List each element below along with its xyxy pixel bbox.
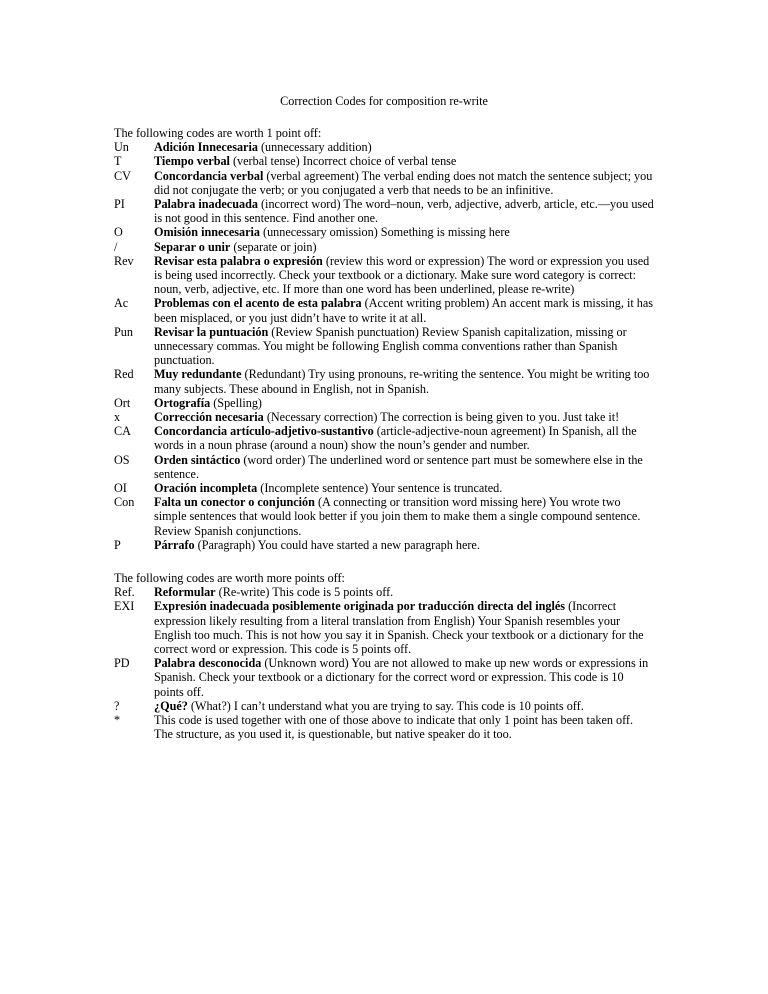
code-entry (114, 225, 654, 239)
code-explanation: (word order) The underlined word or sentence part must be somewhere else in the sentence. (154, 452, 643, 481)
code-abbreviation: Ort (114, 395, 131, 410)
code-explanation: (Spelling) (210, 395, 262, 410)
code-abbreviation: * (114, 713, 121, 728)
code-description (154, 140, 654, 154)
code-explanation: (Accent writing problem) An accent mark is missing, it has been misplaced, or you just didn’t have to write it at all. (154, 296, 654, 325)
code-name: Muy redundante (154, 367, 242, 382)
code-explanation: This code is used together with one of those above to indicate that only 1 point has been taken off. The structure, as you used it, is questionable, but native speaker do it too. (154, 713, 634, 742)
code-description (154, 396, 654, 410)
code-list (114, 585, 654, 741)
code-abbreviation: Rev (114, 253, 134, 268)
code-name: Oración incompleta (154, 481, 258, 496)
code-name: Reformular (154, 585, 216, 600)
code-name: Revisar esta palabra o expresión (154, 253, 323, 268)
code-description (154, 538, 654, 552)
code-name: Revisar la puntuación (154, 324, 269, 339)
code-name: Ortografía (154, 395, 211, 410)
code-explanation: (Review Spanish punctuation) Review Spanish capitalization, missing or unnecessary commas. You might be following English comma conventions rather than Spanish punctuation. (154, 324, 627, 368)
code-name: Orden sintáctico (154, 452, 241, 467)
code-explanation: (A connecting or transition word missing here) You wrote two simple sentences that would look better if you join them to make them a single compound sentence. Review Spanish conjunctions. (154, 495, 641, 538)
code-abbreviation: P (114, 537, 121, 552)
code-entry (114, 453, 654, 481)
code-abbreviation: CV (114, 168, 131, 183)
code-description (154, 154, 654, 168)
code-description (154, 453, 654, 481)
code-abbreviation: OS (114, 452, 130, 467)
code-explanation: (Incomplete sentence) Your sentence is truncated. (257, 481, 503, 496)
code-description (154, 169, 654, 197)
code-entry (114, 254, 654, 297)
code-name: Corrección necesaria (154, 410, 264, 425)
code-abbreviation: CA (114, 424, 131, 439)
code-description (154, 713, 654, 741)
code-description (154, 410, 654, 424)
code-entry (114, 240, 654, 254)
code-description (154, 197, 654, 225)
code-entry (114, 585, 654, 599)
code-abbreviation: / (114, 239, 118, 254)
code-name: Expresión inadecuada posiblemente originada por traducción directa del inglés (154, 599, 566, 614)
code-abbreviation: Red (114, 367, 134, 382)
code-abbreviation: Un (114, 140, 129, 155)
code-entry (114, 713, 654, 741)
code-abbreviation: PD (114, 656, 130, 671)
code-abbreviation: PI (114, 197, 125, 212)
code-entry (114, 656, 654, 699)
code-explanation: (unnecessary addition) (257, 140, 372, 155)
code-abbreviation: Ref. (114, 585, 135, 600)
code-description (154, 225, 654, 239)
code-name: Concordancia verbal (154, 168, 264, 183)
code-description (154, 495, 654, 538)
code-description (154, 585, 654, 599)
code-entry (114, 410, 654, 424)
section-one-point-codes (114, 126, 654, 552)
code-name: Palabra desconocida (154, 656, 262, 671)
code-entry (114, 325, 654, 368)
code-description (154, 656, 654, 699)
code-abbreviation: Ac (114, 296, 129, 311)
code-abbreviation: Con (114, 495, 135, 510)
section-intro: The following codes are worth 1 point off: (114, 126, 322, 140)
code-name: Falta un conector o conjunción (154, 495, 315, 510)
code-name: Separar o unir (154, 239, 231, 254)
code-entry (114, 140, 654, 154)
code-explanation: (article-adjective-noun agreement) In Spanish, all the words in a noun phrase (around a noun) show the noun’s gender and number. (154, 424, 637, 453)
code-abbreviation: EXI (114, 599, 135, 614)
code-explanation: (unnecessary omission) Something is missing here (259, 225, 510, 240)
code-explanation: (verbal tense) Incorrect choice of verbal tense (229, 154, 457, 169)
code-entry (114, 424, 654, 452)
code-name: Tiempo verbal (154, 154, 230, 169)
code-entry (114, 197, 654, 225)
code-entry (114, 396, 654, 410)
code-abbreviation: x (114, 410, 121, 425)
code-explanation: (Paragraph) You could have started a new paragraph here. (194, 537, 480, 552)
code-explanation: (verbal agreement) The verbal ending does not match the sentence subject; you did not conjugate the verb; or you conjugated a verb that needs to be an infinitive. (154, 168, 653, 197)
code-description (154, 599, 654, 656)
code-explanation: (Necessary correction) The correction is being given to you. Just take it! (263, 410, 620, 425)
code-description (154, 367, 654, 395)
code-name: Concordancia artículo-adjetivo-sustantivo (154, 424, 374, 439)
code-explanation: (incorrect word) The word–noun, verb, adjective, adverb, article, etc.—you used is not good in this sentence. Find another one. (154, 197, 654, 226)
code-name: Adición Innecesaria (154, 140, 258, 155)
code-abbreviation: O (114, 225, 123, 240)
code-entry (114, 169, 654, 197)
code-name: Problemas con el acento de esta palabra (154, 296, 362, 311)
code-description (154, 424, 654, 452)
code-explanation: (separate or join) (230, 239, 317, 254)
code-entry (114, 699, 654, 713)
code-description (154, 699, 654, 713)
document-title: Correction Codes for composition re-write (280, 94, 488, 108)
code-explanation: (What?) I can’t understand what you are trying to say. This code is 10 points off. (187, 698, 584, 713)
code-entry (114, 154, 654, 168)
code-entry (114, 481, 654, 495)
code-abbreviation: OI (114, 481, 127, 496)
code-entry (114, 495, 654, 538)
code-explanation: (Redundant) Try using pronouns, re-writing the sentence. You might be writing too many subjects. These abound in English, not in Spanish. (154, 367, 650, 396)
code-entry (114, 296, 654, 324)
code-description (154, 296, 654, 324)
code-abbreviation: ? (114, 698, 120, 713)
code-description (154, 325, 654, 368)
code-abbreviation: Pun (114, 324, 133, 339)
code-explanation: (Incorrect expression likely resulting from a literal translation from English) Your Spanish resembles your English too much. This is not how you say it in Spanish. Check your textbook or a dictionary for the correct word or expression. This code is 5 points off. (154, 599, 644, 657)
code-list (114, 140, 654, 552)
code-description (154, 240, 654, 254)
code-description (154, 481, 654, 495)
code-name: ¿Qué? (154, 698, 188, 713)
code-name: Omisión innecesaria (154, 225, 260, 240)
section-intro: The following codes are worth more points off: (114, 571, 345, 585)
section-more-points-codes (114, 571, 654, 741)
code-name: Palabra inadecuada (154, 197, 258, 212)
code-description (154, 254, 654, 297)
code-explanation: (Re-write) This code is 5 points off. (215, 585, 394, 600)
code-entry (114, 367, 654, 395)
code-explanation: (Unknown word) You are not allowed to make up new words or expressions in Spanish. Check your textbook or a dictionary for the correct word or expression. This code is 10 points off. (154, 656, 649, 699)
code-abbreviation: T (114, 154, 122, 169)
code-entry (114, 538, 654, 552)
code-explanation: (review this word or expression) The word or expression you used is being used incorrectly. Check your textbook or a dictionary. Make sure word category is correct: noun, verb, adjective, etc. If more than one word has been underlined, please re-write) (154, 253, 650, 297)
code-entry (114, 599, 654, 656)
code-name: Párrafo (154, 537, 195, 552)
